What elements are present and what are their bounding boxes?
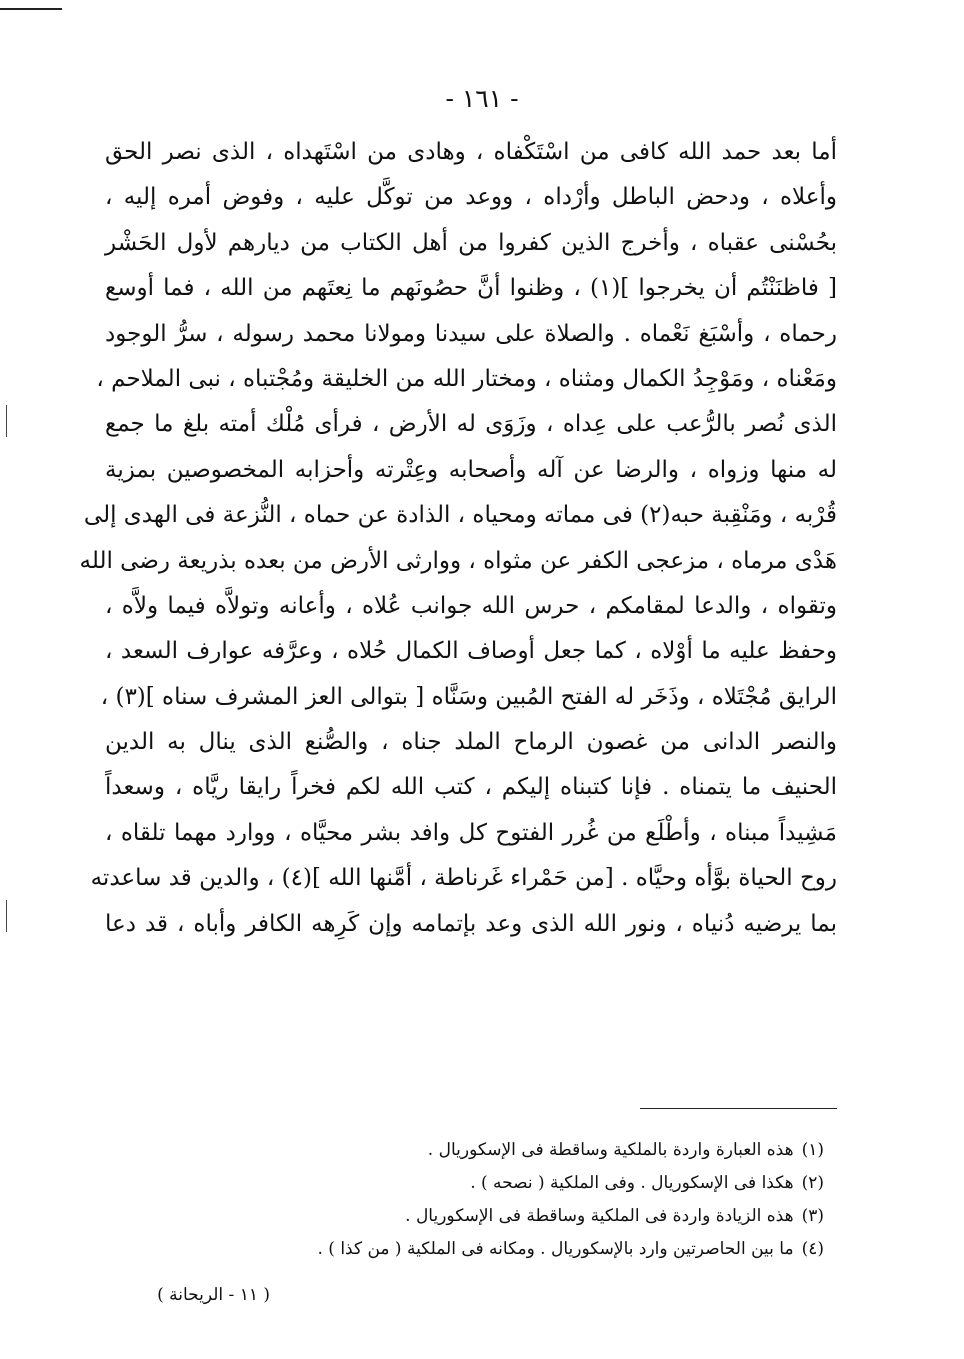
footnote [224, 1233, 824, 1266]
text-line: الرايق مُجْتَلاه ، وذَخَر له الفتح المُبين وسَنَّاه [ بتوالى العز المشرف سناه ](٣) ، [100, 683, 837, 710]
text-line: له منها وزواه ، والرضا عن آله وأصحابه وعِتْرته وأحزابه المخصوصين بمزية [105, 456, 837, 483]
scan-margin-tick [6, 405, 7, 437]
text-line: والنصر الدانى من غصون الرماح الملد جناه ، والصُّنع الذى ينال به الدين [105, 729, 837, 756]
footnote [224, 1167, 824, 1200]
text-line: روح الحياة بوَّأه وحيَّاه . [من حَمْراء غَرناطة ، أمَّنها الله ](٤) ، والدين قد ساعدته [90, 865, 837, 892]
text-line: الحنيف ما يتمناه . فإنا كتبناه إليكم ، كتب الله لكم فخراً رايقا ريَّاه ، وسعداً [105, 774, 837, 801]
text-line: رحماه ، وأسْبَغ نَعْماه . والصلاة على سيدنا ومولانا محمد رسوله ، سرُّ الوجود [105, 320, 837, 347]
signature-mark: ( ١١ - الريحانة ) [157, 1285, 270, 1305]
text-line: مَشِيداً مبناه ، وأطْلَع من غُرر الفتوح كل وافد بشر محيَّاه ، ووارد مهما تلقاه ، [105, 819, 837, 846]
text-line: الذى نُصر بالرُّعب على عِداه ، وزَوَى له الأرض ، فرأى مُلْك أمته بلغ ما جمع [105, 411, 837, 438]
footnote-number: (٢) [801, 1173, 824, 1193]
body-text [79, 130, 838, 947]
footnote-text: هكذا فى الإسكوريال . وفى الملكية ( نصحه ) . [470, 1173, 794, 1193]
page-number: - ١٦١ - [445, 84, 519, 113]
text-line: بما يرضيه دُنياه ، ونور الله الذى وعد بإتمامه وإن كَرِهه الكافر وأباه ، قد دعا [105, 910, 837, 937]
footnote [224, 1200, 824, 1233]
text-line: [ فاظنَنْتُم أن يخرجوا ](١) ، وظنوا أنَّ حصُونَهم ما نِعتَهم من الله ، فما أوسع [105, 275, 838, 302]
text-line: وحفظ عليه ما أوْلاه ، كما جعل أوصاف الكمال حُلاه ، وعرَّفه عوارف السعد ، [105, 638, 837, 665]
footnote-number: (٣) [801, 1206, 824, 1226]
scan-corner-mark [0, 8, 62, 10]
footnote [224, 1134, 824, 1167]
footnote-text: ما بين الحاصرتين وارد بالإسكوريال . ومكانه فى الملكية ( من كذا ) . [317, 1239, 794, 1259]
text-line: هَدْى مرماه ، مزعجى الكفر عن مثواه ، ووارثى الأرض من بعده بذريعة رضى الله [79, 547, 837, 574]
text-line: أما بعد حمد الله كافى من اسْتَكْفاه ، وهادى من اسْتَهداه ، الذى نصر الحق [105, 139, 837, 165]
text-line: ومَعْناه ، ومَوْجِدُ الكمال ومثناه ، ومختار الله من الخليقة ومُجْتباه ، نبى الملاحم ، [96, 365, 837, 392]
text-line: وتقواه ، والدعا لمقامكم ، حرس الله جوانب عُلاه ، وأعانه وتولاَّه فيما ولاَّه ، [105, 592, 837, 619]
scan-margin-tick [6, 900, 7, 932]
footnotes [224, 1134, 824, 1266]
footnote-separator [640, 1108, 837, 1109]
footnote-text: هذه الزيادة واردة فى الملكية وساقطة فى الإسكوريال . [405, 1206, 794, 1226]
text-line: وأعلاه ، ودحض الباطل وأرْداه ، ووعد من توكَّل عليه ، وفوض أمره إليه ، [105, 184, 837, 211]
footnote-number: (١) [801, 1140, 824, 1160]
footnote-number: (٤) [801, 1239, 824, 1259]
text-line: قُرْبه ، ومَنْقِبة حبه(٢) فى مماته ومحياه ، الذادة عن حماه ، النُّزعة فى الهدى إلى [83, 502, 837, 529]
footnote-text: هذه العبارة واردة بالملكية وساقطة فى الإسكوريال . [427, 1140, 794, 1160]
text-line: بحُسْنى عقباه ، وأخرج الذين كفروا من أهل الكتاب من ديارهم لأول الحَشْر [105, 229, 837, 256]
